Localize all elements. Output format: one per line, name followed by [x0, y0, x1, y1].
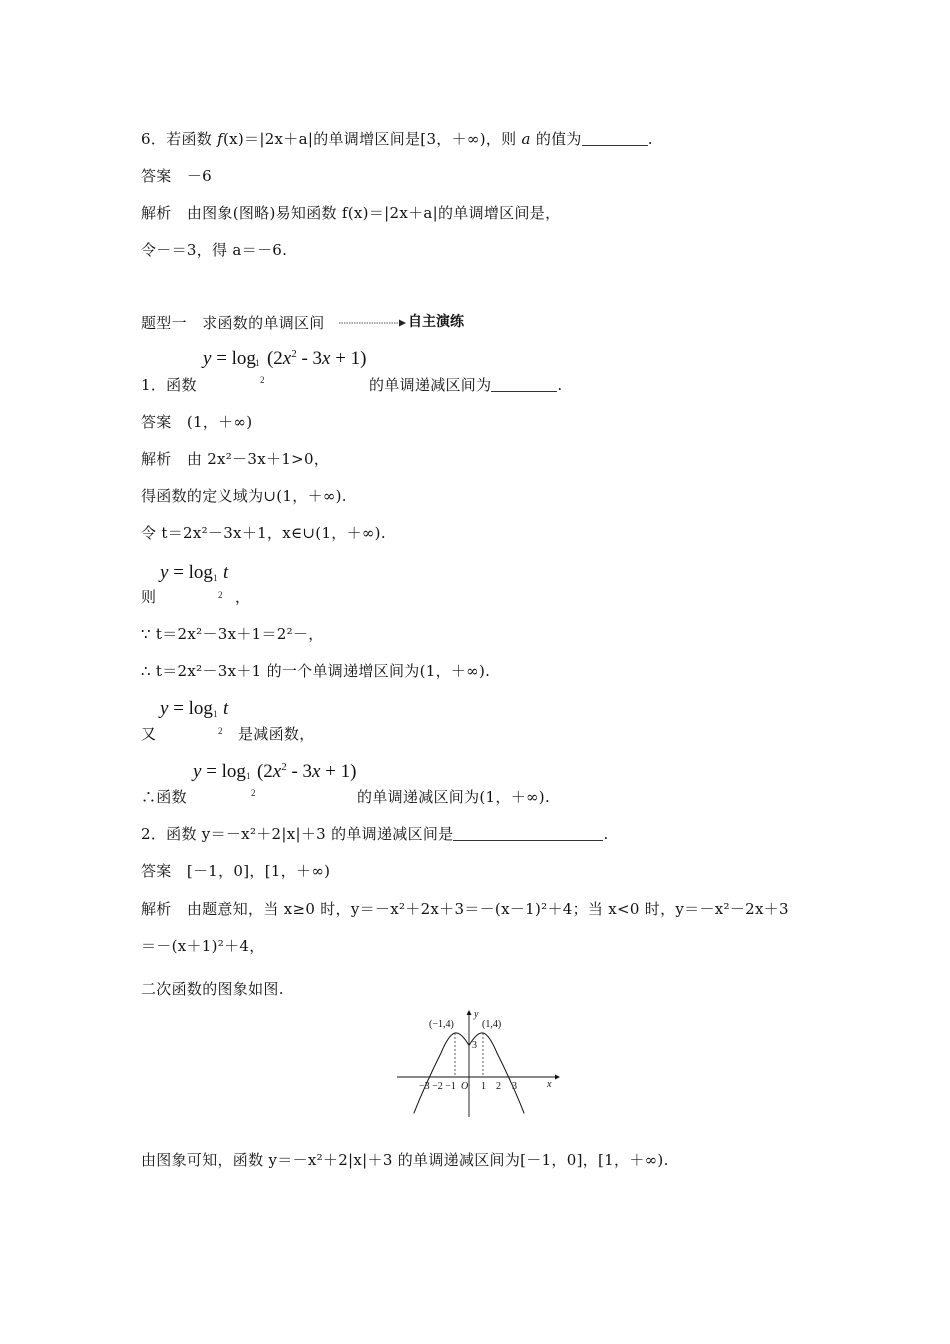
curve-left-branch [414, 1033, 469, 1113]
p1-analysis-line2: 得函数的定义域为∪(1，＋∞). [141, 487, 347, 505]
p2-analysis-line2: ＝－(x＋1)²＋4， [141, 937, 265, 955]
p2-analysis-label: 解析 [141, 900, 172, 918]
p1-analysis [141, 449, 329, 469]
p1-therefore: ∴ t＝2x²－3x＋1 的一个单调递增区间为(1，＋∞). [141, 662, 491, 680]
p2-conclusion: 由图象可知，函数 y＝－x²＋2|x|＋3 的单调递减区间为[－1，0]，[1，＋∞). [141, 1151, 669, 1169]
p1-then-formula: y = log t [160, 562, 229, 583]
p1-then-base-num: 1 [213, 573, 218, 583]
y-axis-label: y [474, 1009, 479, 1020]
section-title [141, 313, 325, 333]
p1-conclusion-base-den: 2 [251, 788, 256, 798]
q6-analysis-text: 由图象(图略)易知函数 f(x)＝|2x＋a|的单调增区间是， [186, 204, 561, 222]
q6-question-prefix: 6．若函数 [141, 130, 218, 148]
p1-then-suffix: ， [235, 588, 251, 606]
q6-answer [141, 166, 212, 186]
y-intercept-label: 3 [472, 1040, 477, 1051]
p2-question-text: 2．函数 y＝－x²＋2|x|＋3 的单调递减区间是 [141, 825, 454, 843]
p1-formula-base-den: 2 [260, 375, 265, 385]
p1-conclusion-prefix: ∴函数 [141, 788, 187, 806]
p1-question-prefix: 1．函数 [141, 376, 197, 394]
p1-answer-label: 答案 [141, 413, 172, 431]
origin-label: O [461, 1081, 469, 1092]
p1-conclusion [141, 787, 187, 807]
p1-question [141, 375, 197, 395]
p1-also [141, 724, 156, 744]
negative-tick-labels: −3 −2 −1 [419, 1081, 456, 1092]
p1-then-label: 则 [141, 588, 157, 606]
section-tag: 自主演练 [408, 314, 464, 330]
p1-answer [141, 412, 252, 432]
p1-question-suffix: 的单调递减区间为 [369, 376, 492, 394]
q6-question: 6．若函数 f(x)＝|2x＋a|的单调增区间是[3，＋∞)，则 a 的值为 . [141, 130, 653, 148]
p1-also-suffix: 是减函数， [238, 725, 315, 743]
p2-graph-caption: 二次函数的图象如图. [141, 980, 284, 998]
p1-then-base-den: 2 [218, 590, 223, 600]
y-axis-arrow-icon [467, 1010, 472, 1015]
p2-answer-value: [－1，0]，[1，＋∞) [186, 862, 331, 880]
q6-question-mid: (x)＝|2x＋a|的单调增区间是[3，＋∞)，则 [222, 130, 522, 148]
q6-var: a [521, 130, 531, 148]
q6-answer-blank [582, 131, 648, 146]
p2-answer [141, 861, 330, 881]
p2-analysis [141, 899, 789, 919]
q6-analysis-label: 解析 [141, 204, 172, 222]
p1-also-formula: y = log t [160, 698, 229, 719]
p1-then [141, 587, 156, 607]
x-axis-arrow-icon [555, 1075, 560, 1080]
p1-question-tail: 的单调递减区间为 . [369, 376, 563, 394]
q6-question-suffix: 的值为 [530, 130, 582, 148]
p1-conclusion-base-num: 1 [246, 771, 251, 781]
p1-conclusion-suffix: 的单调递减区间为(1，＋∞). [357, 788, 551, 806]
p1-answer-blank [491, 377, 557, 392]
p1-analysis-line3: 令 t＝2x²－3x＋1，x∈∪(1，＋∞). [141, 524, 386, 542]
function-graph [395, 1007, 560, 1119]
tick-label-3: 3 [512, 1081, 517, 1092]
q6-analysis [141, 203, 560, 223]
p1-answer-value: (1，＋∞) [186, 413, 253, 431]
p1-also-base-den: 2 [218, 726, 223, 736]
p1-also-label: 又 [141, 725, 157, 743]
q6-answer-label: 答案 [141, 167, 172, 185]
x-axis-label: x [547, 1079, 552, 1090]
p2-answer-label: 答案 [141, 862, 172, 880]
p2-analysis-line1: 由题意知，当 x≥0 时，y＝－x²＋2x＋3＝－(x－1)²＋4；当 x<0 时，y＝－x²－2x＋3 [186, 900, 789, 918]
p1-conclusion-formula: $y = \log (2x^2 - 3x + 1)$ [193, 761, 357, 782]
tick-label-2: 2 [496, 1081, 501, 1092]
q6-answer-value: －6 [186, 167, 212, 185]
section-title-text: 题型一 求函数的单调区间 [141, 314, 325, 332]
left-peak-label: (−1,4) [429, 1019, 454, 1030]
section-arrow-icon [339, 318, 407, 328]
p1-also-base-num: 1 [213, 709, 218, 719]
p2-answer-blank [453, 826, 603, 841]
p1-analysis-label: 解析 [141, 450, 172, 468]
tick-label-1: 1 [481, 1081, 486, 1092]
q6-func: f [217, 130, 223, 148]
right-peak-label: (1,4) [482, 1019, 502, 1030]
p1-analysis-line1: 由 2x²－3x＋1>0， [186, 450, 330, 468]
curve-right-branch [469, 1033, 524, 1113]
q6-analysis-line2: 令－＝3，得 a＝－6. [141, 241, 288, 259]
p1-formula-base-num: 1 [255, 358, 260, 368]
p2-question: 2．函数 y＝－x²＋2|x|＋3 的单调递减区间是 . [141, 825, 609, 843]
p1-because: ∵ t＝2x²－3x＋1＝2²－， [141, 625, 324, 643]
p1-question-formula: $y = \log (2x^2 - 3x + 1)$ [203, 348, 367, 369]
